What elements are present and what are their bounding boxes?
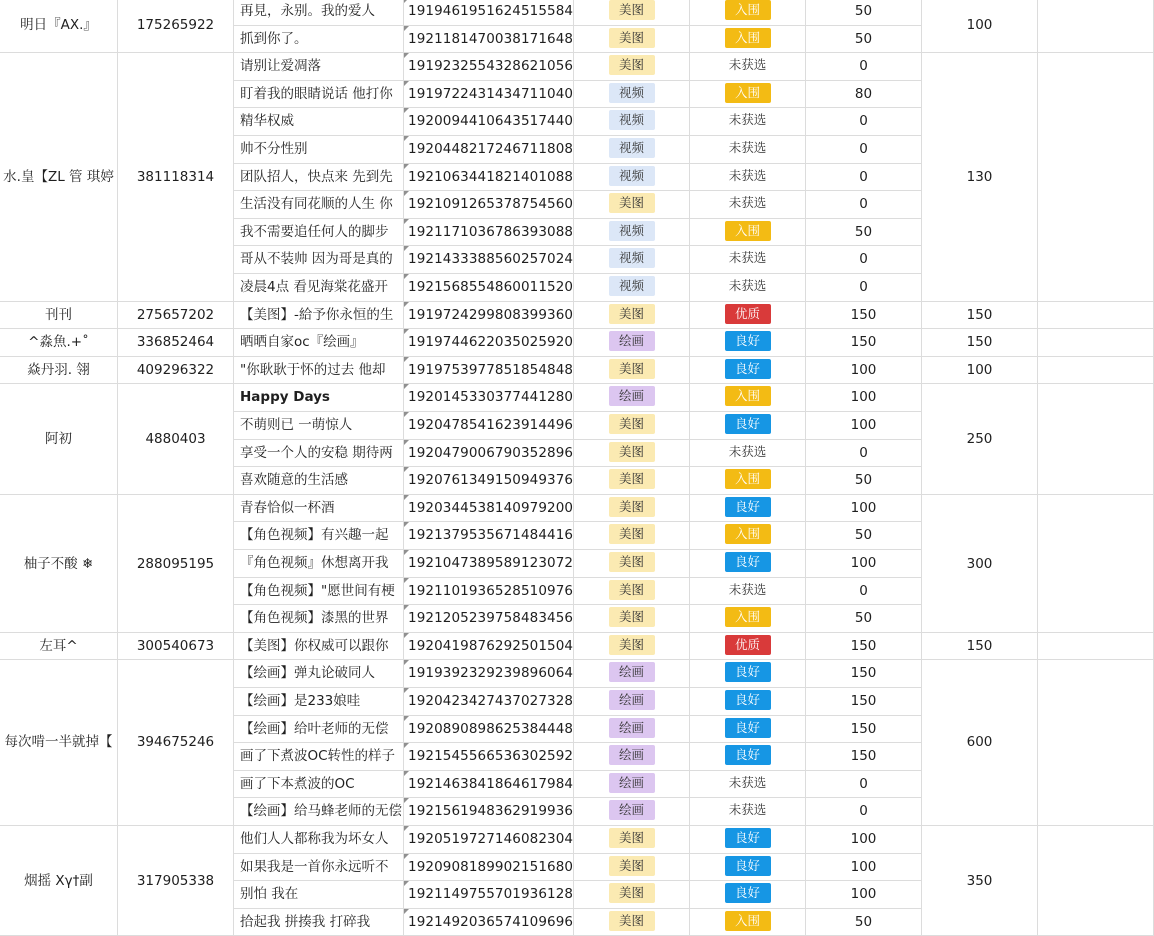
status-badge: 未获选 [728,140,767,155]
status-badge: 良好 [725,690,771,710]
type-tag: 美图 [609,414,655,434]
post-title-cell[interactable]: 【角色视频】漆黑的世界 [234,605,404,633]
type-cell[interactable] [574,660,690,688]
empty-cell[interactable] [1038,633,1154,661]
post-title-cell[interactable]: 再見，永别。我的爱人 [234,0,404,26]
type-tag: 美图 [609,442,655,462]
post-id-cell[interactable]: 1919724299808399360 [404,302,574,330]
status-cell[interactable] [690,164,806,192]
status-badge: 入围 [725,386,771,406]
post-id-cell[interactable]: 1921433388560257024 [404,246,574,274]
status-cell[interactable] [690,136,806,164]
type-tag: 美图 [609,856,655,876]
status-badge: 良好 [725,414,771,434]
status-cell[interactable] [690,108,806,136]
total-score-cell[interactable]: 100 [922,0,1038,53]
post-id-cell[interactable]: 1920479006790352896 [404,440,574,468]
post-title-cell[interactable]: 【美图】你权威可以跟你 [234,633,404,661]
type-cell[interactable] [574,246,690,274]
post-id-cell[interactable]: 1920478541623914496 [404,412,574,440]
score-cell[interactable]: 0 [806,771,922,799]
score-cell[interactable]: 50 [806,0,922,26]
type-cell[interactable] [574,605,690,633]
type-tag: 绘画 [609,745,655,765]
post-id-cell[interactable]: 1920761349150949376 [404,467,574,495]
post-title-cell[interactable]: 抓到你了。 [234,26,404,54]
type-cell[interactable] [574,771,690,799]
type-tag: 绘画 [609,773,655,793]
post-title-cell[interactable]: "你耿耿于怀的过去 他却 [234,357,404,385]
author-name-cell[interactable]: 每次啃一半就掉【 [0,660,118,826]
status-badge: 良好 [725,718,771,738]
score-cell[interactable]: 0 [806,191,922,219]
type-tag: 美图 [609,828,655,848]
status-cell[interactable] [690,0,806,26]
type-cell[interactable] [574,0,690,26]
type-tag: 美图 [609,524,655,544]
type-cell[interactable] [574,357,690,385]
status-cell[interactable] [690,633,806,661]
type-cell[interactable] [574,522,690,550]
type-tag: 视频 [609,276,655,296]
total-score-cell[interactable]: 150 [922,329,1038,357]
total-score-cell[interactable]: 350 [922,826,1038,936]
status-badge: 未获选 [728,250,767,266]
post-id-cell[interactable]: 1921545566536302592 [404,743,574,771]
status-badge: 入围 [725,0,771,20]
type-cell[interactable] [574,854,690,882]
score-cell[interactable]: 50 [806,605,922,633]
status-badge: 未获选 [728,195,767,211]
type-cell[interactable] [574,550,690,578]
post-id-cell[interactable]: 1921091265378754560 [404,191,574,219]
type-tag: 绘画 [609,800,655,820]
author-uid-cell[interactable]: 381118314 [118,53,234,301]
status-badge: 良好 [725,828,771,848]
type-cell[interactable] [574,412,690,440]
status-badge: 未获选 [728,774,767,790]
status-badge: 未获选 [728,57,767,73]
author-uid-cell[interactable]: 300540673 [118,633,234,661]
score-cell[interactable]: 100 [806,412,922,440]
post-title-cell[interactable]: 哥从不装帅 因为哥是真的 [234,246,404,274]
type-cell[interactable] [574,81,690,109]
status-cell[interactable] [690,550,806,578]
score-cell[interactable]: 100 [806,384,922,412]
status-badge: 良好 [725,497,771,517]
status-cell[interactable] [690,274,806,302]
score-cell[interactable]: 0 [806,246,922,274]
post-id-cell[interactable]: 1919461951624515584 [404,0,574,26]
post-title-cell[interactable]: 我不需要追任何人的脚步 [234,219,404,247]
type-cell[interactable] [574,164,690,192]
type-cell[interactable] [574,633,690,661]
type-tag: 视频 [609,166,655,186]
post-title-cell[interactable]: 享受一个人的安稳 期待两 [234,440,404,468]
type-tag: 美图 [609,911,655,931]
post-title-cell[interactable]: 凌晨4点 看见海棠花盛开 [234,274,404,302]
type-tag: 视频 [609,110,655,130]
type-cell[interactable] [574,798,690,826]
post-id-cell[interactable]: 1919392329239896064 [404,660,574,688]
score-cell[interactable]: 100 [806,854,922,882]
type-tag: 美图 [609,193,655,213]
author-name-cell[interactable]: 阿初 [0,384,118,494]
score-cell[interactable]: 50 [806,467,922,495]
type-cell[interactable] [574,108,690,136]
type-tag: 视频 [609,83,655,103]
post-id-cell[interactable]: 1921149755701936128 [404,881,574,909]
post-id-cell[interactable]: 1921379535671484416 [404,522,574,550]
total-score-cell[interactable]: 250 [922,384,1038,494]
type-cell[interactable] [574,688,690,716]
empty-cell[interactable] [1038,384,1154,494]
post-id-cell[interactable]: 1919753977851854848 [404,357,574,385]
post-title-cell[interactable]: 画了下本煮波的OC [234,771,404,799]
status-badge: 优质 [725,635,771,655]
post-title-cell[interactable]: Happy Days [234,384,404,412]
post-id-cell[interactable]: 1921463841864617984 [404,771,574,799]
status-badge: 未获选 [728,443,767,459]
author-uid-cell[interactable]: 175265922 [118,0,234,53]
status-cell[interactable] [690,743,806,771]
post-id-cell[interactable]: 1920419876292501504 [404,633,574,661]
score-cell[interactable]: 0 [806,53,922,81]
status-cell[interactable] [690,688,806,716]
type-cell[interactable] [574,495,690,523]
author-name-cell[interactable]: 柚子不酸 ❄ [0,495,118,633]
status-cell[interactable] [690,191,806,219]
empty-cell[interactable] [1038,53,1154,301]
status-badge: 良好 [725,359,771,379]
type-tag: 视频 [609,248,655,268]
score-cell[interactable]: 50 [806,522,922,550]
status-badge: 优质 [725,304,771,324]
author-name-cell[interactable]: 焱丹羽. 翎 [0,357,118,385]
total-score-cell[interactable]: 300 [922,495,1038,633]
status-badge: 入围 [725,221,771,241]
score-cell[interactable]: 150 [806,688,922,716]
type-tag: 视频 [609,138,655,158]
post-id-cell[interactable]: 1921568554860011520 [404,274,574,302]
status-badge: 未获选 [728,581,767,597]
status-cell[interactable] [690,26,806,54]
post-title-cell[interactable]: 他们人人都称我为坏女人 [234,826,404,854]
type-cell[interactable] [574,219,690,247]
score-cell[interactable]: 0 [806,578,922,606]
post-id-cell[interactable]: 1920145330377441280 [404,384,574,412]
post-id-cell[interactable]: 1920890898625384448 [404,716,574,744]
type-tag: 绘画 [609,331,655,351]
status-badge: 良好 [725,662,771,682]
post-title-cell[interactable]: 【美图】-給予你永恒的生 [234,302,404,330]
status-cell[interactable] [690,881,806,909]
author-name-cell[interactable]: 水.皇【ZL 管 琪婷 [0,53,118,301]
post-title-cell[interactable]: 如果我是一首你永远听不 [234,854,404,882]
post-title-cell[interactable]: 画了下煮波OC转性的样子 [234,743,404,771]
type-tag: 绘画 [609,662,655,682]
status-cell[interactable] [690,81,806,109]
post-title-cell[interactable]: 生活没有同花顺的人生 你 [234,191,404,219]
status-badge: 未获选 [728,167,767,183]
status-cell[interactable] [690,53,806,81]
type-cell[interactable] [574,384,690,412]
status-badge: 入围 [725,83,771,103]
status-badge: 未获选 [728,112,767,128]
type-tag: 美图 [609,55,655,75]
post-id-cell[interactable]: 1920094410643517440 [404,108,574,136]
type-tag: 美图 [609,580,655,600]
status-cell[interactable] [690,826,806,854]
status-cell[interactable] [690,467,806,495]
type-tag: 美图 [609,883,655,903]
post-id-cell[interactable]: 1921171036786393088 [404,219,574,247]
post-title-cell[interactable]: 请别让爱凋落 [234,53,404,81]
score-cell[interactable]: 0 [806,136,922,164]
post-id-cell[interactable]: 1921561948362919936 [404,798,574,826]
empty-cell[interactable] [1038,329,1154,357]
status-cell[interactable] [690,522,806,550]
post-title-cell[interactable]: 盯着我的眼睛说话 他打你 [234,81,404,109]
post-id-cell[interactable]: 1921181470038171648 [404,26,574,54]
post-id-cell[interactable]: 1921492036574109696 [404,909,574,936]
score-cell[interactable]: 80 [806,81,922,109]
status-badge: 入围 [725,524,771,544]
status-cell[interactable] [690,246,806,274]
status-badge: 良好 [725,552,771,572]
author-uid-cell[interactable]: 394675246 [118,660,234,826]
type-cell[interactable] [574,909,690,936]
type-tag: 美图 [609,469,655,489]
status-cell[interactable] [690,219,806,247]
status-cell[interactable] [690,495,806,523]
post-id-cell[interactable]: 1919744622035025920 [404,329,574,357]
author-uid-cell[interactable]: 317905338 [118,826,234,936]
status-cell[interactable] [690,716,806,744]
status-cell[interactable] [690,605,806,633]
author-uid-cell[interactable]: 409296322 [118,357,234,385]
post-title-cell[interactable]: 『角色视频』休想离开我 [234,550,404,578]
post-title-cell[interactable]: 不萌则已 一萌惊人 [234,412,404,440]
status-cell[interactable] [690,798,806,826]
status-cell[interactable] [690,771,806,799]
post-title-cell[interactable]: 【绘画】给马蜂老师的无偿 [234,798,404,826]
author-name-cell[interactable]: 左耳^ [0,633,118,661]
type-tag: 美图 [609,607,655,627]
post-title-cell[interactable]: 别怕 我在 [234,881,404,909]
type-cell[interactable] [574,329,690,357]
post-id-cell[interactable]: 1920519727146082304 [404,826,574,854]
type-cell[interactable] [574,440,690,468]
author-uid-cell[interactable]: 4880403 [118,384,234,494]
post-id-cell[interactable]: 1919232554328621056 [404,53,574,81]
post-title-cell[interactable]: 【绘画】给叶老师的无偿 [234,716,404,744]
author-name-cell[interactable]: 刊刊 [0,302,118,330]
post-id-cell[interactable]: 1921047389589123072 [404,550,574,578]
post-title-cell[interactable]: 喜欢随意的生活感 [234,467,404,495]
score-cell[interactable]: 0 [806,164,922,192]
post-id-cell[interactable]: 1921101936528510976 [404,578,574,606]
type-tag: 美图 [609,552,655,572]
type-tag: 绘画 [609,386,655,406]
total-score-cell[interactable]: 100 [922,357,1038,385]
empty-cell[interactable] [1038,302,1154,330]
type-cell[interactable] [574,53,690,81]
status-badge: 未获选 [728,802,767,818]
author-uid-cell[interactable]: 336852464 [118,329,234,357]
score-cell[interactable]: 50 [806,26,922,54]
post-id-cell[interactable]: 1921205239758483456 [404,605,574,633]
type-cell[interactable] [574,716,690,744]
type-tag: 美图 [609,304,655,324]
author-name-cell[interactable]: 烟摇 Xγ†副 [0,826,118,936]
empty-cell[interactable] [1038,660,1154,826]
status-badge: 入围 [725,469,771,489]
empty-cell[interactable] [1038,0,1154,53]
post-id-cell[interactable]: 1919722431434711040 [404,81,574,109]
total-score-cell[interactable]: 150 [922,302,1038,330]
type-tag: 视频 [609,221,655,241]
total-score-cell[interactable]: 130 [922,53,1038,301]
score-cell[interactable]: 100 [806,826,922,854]
status-badge: 良好 [725,331,771,351]
post-id-cell[interactable]: 1920908189902151680 [404,854,574,882]
status-cell[interactable] [690,384,806,412]
type-cell[interactable] [574,881,690,909]
empty-cell[interactable] [1038,495,1154,633]
score-cell[interactable]: 100 [806,881,922,909]
status-badge: 良好 [725,883,771,903]
author-uid-cell[interactable]: 275657202 [118,302,234,330]
type-cell[interactable] [574,26,690,54]
post-title-cell[interactable]: 【绘画】弹丸论破同人 [234,660,404,688]
type-cell[interactable] [574,826,690,854]
status-badge: 入围 [725,911,771,931]
status-cell[interactable] [690,302,806,330]
post-id-cell[interactable]: 1920448217246711808 [404,136,574,164]
author-name-cell[interactable]: 明日『AX.』 [0,0,118,53]
empty-cell[interactable] [1038,357,1154,385]
score-cell[interactable]: 0 [806,798,922,826]
type-cell[interactable] [574,302,690,330]
status-cell[interactable] [690,329,806,357]
score-cell[interactable]: 100 [806,550,922,578]
type-tag: 美图 [609,0,655,20]
type-tag: 绘画 [609,718,655,738]
total-score-cell[interactable]: 600 [922,660,1038,826]
type-cell[interactable] [574,467,690,495]
score-cell[interactable]: 0 [806,108,922,136]
author-uid-cell[interactable]: 288095195 [118,495,234,633]
status-badge: 入围 [725,607,771,627]
post-title-cell[interactable]: 帅不分性别 [234,136,404,164]
status-badge: 未获选 [728,278,767,293]
type-tag: 美图 [609,28,655,48]
type-cell[interactable] [574,136,690,164]
status-cell[interactable] [690,909,806,936]
type-cell[interactable] [574,274,690,302]
post-title-cell[interactable]: 晒晒自家oc『绘画』 [234,329,404,357]
status-badge: 良好 [725,745,771,765]
author-name-cell[interactable]: ^淼魚.+˚ [0,329,118,357]
score-cell[interactable]: 150 [806,329,922,357]
score-cell[interactable]: 100 [806,495,922,523]
post-title-cell[interactable]: 精华权威 [234,108,404,136]
score-cell[interactable]: 50 [806,219,922,247]
status-cell[interactable] [690,357,806,385]
empty-cell[interactable] [1038,826,1154,936]
score-cell[interactable]: 50 [806,909,922,936]
status-badge: 良好 [725,856,771,876]
score-cell[interactable]: 100 [806,357,922,385]
post-title-cell[interactable]: 【绘画】是233娘哇 [234,688,404,716]
score-cell[interactable]: 150 [806,633,922,661]
type-cell[interactable] [574,578,690,606]
post-title-cell[interactable]: 团队招人，快点来 先到先 [234,164,404,192]
score-cell[interactable]: 150 [806,660,922,688]
type-tag: 绘画 [609,690,655,710]
post-id-cell[interactable]: 1920344538140979200 [404,495,574,523]
status-cell[interactable] [690,412,806,440]
post-title-cell[interactable]: 青春恰似一杯酒 [234,495,404,523]
score-cell[interactable]: 0 [806,440,922,468]
score-cell[interactable]: 150 [806,716,922,744]
score-cell[interactable]: 150 [806,743,922,771]
type-tag: 美图 [609,359,655,379]
type-tag: 美图 [609,635,655,655]
post-title-cell[interactable]: 【角色视频】有兴趣一起 [234,522,404,550]
post-title-cell[interactable]: 【角色视频】"愿世间有梗 [234,578,404,606]
post-title-cell[interactable]: 拾起我 拼揍我 打碎我 [234,909,404,936]
type-cell[interactable] [574,743,690,771]
status-cell[interactable] [690,854,806,882]
type-tag: 美图 [609,497,655,517]
status-cell[interactable] [690,578,806,606]
status-cell[interactable] [690,440,806,468]
status-cell[interactable] [690,660,806,688]
score-cell[interactable]: 150 [806,302,922,330]
total-score-cell[interactable]: 150 [922,633,1038,661]
post-id-cell[interactable]: 1921063441821401088 [404,164,574,192]
type-cell[interactable] [574,191,690,219]
status-badge: 入围 [725,28,771,48]
score-cell[interactable]: 0 [806,274,922,302]
post-id-cell[interactable]: 1920423427437027328 [404,688,574,716]
